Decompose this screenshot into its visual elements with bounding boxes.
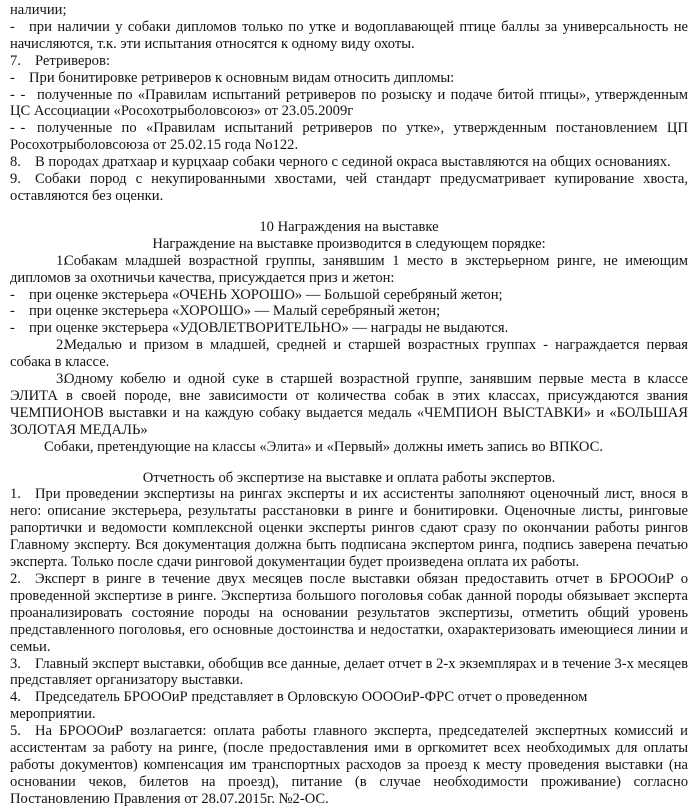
number-marker: 4. bbox=[10, 689, 21, 706]
dash-marker: - bbox=[10, 18, 15, 35]
awards-note: Собаки, претендующие на классы «Элита» и «Первый» должны иметь запись во ВПКОС. bbox=[44, 438, 603, 455]
intro-paragraph-7 bbox=[10, 171, 688, 205]
awards-section-heading: 10 Награждения на выставке bbox=[259, 218, 439, 235]
double-dash-marker: - - bbox=[10, 86, 26, 103]
number-marker: 5. bbox=[10, 723, 21, 740]
dash-marker: - bbox=[10, 286, 15, 303]
awards-item-3 bbox=[10, 371, 688, 439]
awards-section-subheading: Награждение на выставке производится в следующем порядке: bbox=[152, 235, 546, 252]
paragraph-text: при оценке экстерьера «ХОРОШО» — Малый серебряный жетон; bbox=[29, 303, 441, 320]
paragraph-text: Эксперт в ринге в течение двух месяцев после выставки обязан предоставить отчет в БРОООиР о проведенной экспертизе в ринге. Экспертиза большого поголовья собак данной породы обязывает эксперта проанализировать состояние породы на основании результатов экспертизы, отметить общий уровень представленного поголовья, его основные достоинства и недостатки, охарактеризовать имеющиеся линии и семьи. bbox=[10, 571, 688, 655]
reporting-section-heading: Отчетность об экспертизе на выставке и оплата работы экспертов. bbox=[142, 469, 556, 486]
paragraph-text: полученные по «Правилам испытаний ретриверов по утке», утвержденным постановлением ЦП Росохотрыболовсоюза от 25.02.15 года No122. bbox=[10, 120, 688, 154]
number-marker: 1. bbox=[56, 252, 67, 269]
awards-subitem-1 bbox=[10, 287, 688, 304]
paragraph-text: полученные по «Правилам испытаний ретриверов по розыску и подаче битой птицы», утвержденным ЦС Ассоциации «Росохотрыболовсоюз» от 23.05.2009г bbox=[10, 86, 688, 120]
intro-paragraph-2 bbox=[10, 53, 688, 70]
paragraph-text: наличии; bbox=[10, 2, 67, 18]
reporting-item-3 bbox=[10, 656, 688, 690]
number-marker: 7. bbox=[10, 52, 21, 69]
paragraph-text: при наличии у собаки дипломов только по утке и водоплавающей птице баллы за универсальность не начисляются, т.к. эти испытания относятся к одному виду охоты. bbox=[10, 18, 688, 52]
number-marker: 9. bbox=[10, 171, 21, 188]
paragraph-text: На БРОООиР возлагается: оплата работы главного эксперта, председателей экспертных комиссий и ассистентам за работу на ринге, (после предоставления ими в оргкомитет всех необходимых для оплаты работы документов) компенсация им транспортных расходов за проезд к месту проведения выставки (на основании чеков, билетов на проезд), питание (в случае необходимости проживание) согласно Постановлению Правления от 28.07.2015г. №2-ОС. bbox=[10, 723, 688, 807]
dash-marker: - bbox=[10, 320, 15, 337]
number-marker: 2. bbox=[56, 337, 67, 354]
number-marker: 8. bbox=[10, 154, 21, 171]
paragraph-text: при оценке экстерьера «ОЧЕНЬ ХОРОШО» — Большой серебряный жетон; bbox=[29, 286, 503, 303]
awards-subitem-2 bbox=[10, 303, 688, 320]
awards-subitem-3 bbox=[10, 320, 688, 337]
intro-paragraph-3 bbox=[10, 70, 688, 87]
intro-paragraph-5 bbox=[10, 120, 688, 154]
double-dash-marker: - - bbox=[10, 120, 26, 137]
number-marker: 2. bbox=[10, 571, 21, 587]
paragraph-text: Собаки пород с некупированными хвостами, чей стандарт предусматривает купирование хвоста, оставляются без оценки. bbox=[10, 171, 688, 204]
number-marker: 3. bbox=[56, 371, 67, 388]
paragraph-text: Собакам младшей возрастной группы, занявшим 1 место в экстерьерном ринге, не имеющим дипломов за охотничьи качества, присуждается приз и жетон: bbox=[10, 252, 688, 286]
reporting-item-1 bbox=[10, 486, 688, 571]
number-marker: 3. bbox=[10, 655, 21, 672]
intro-paragraph-0 bbox=[10, 2, 688, 19]
awards-item-2 bbox=[10, 337, 688, 371]
awards-item-1 bbox=[10, 253, 688, 287]
dash-marker: - bbox=[10, 69, 15, 86]
paragraph-text: При проведении экспертизы на рингах эксперты и их ассистенты заполняют оценочный лист, внося в него: описание экстерьера, результаты расстановки в ринге и бонитировки. Оценочные листы, ринговые рапортички и ведомости комплексной оценки эксперты рингов сдают сразу по окончании работы рингов Главному эксперту. Вся документация должна быть подписана экспертом ринга, подпись заверена печатью эксперта. Только после сдачи ринговой документации будет произведена оплата их работы. bbox=[10, 486, 688, 571]
paragraph-text: Медалью и призом в младшей, средней и старшей возрастных группах - награждается первая собака в классе. bbox=[10, 337, 688, 371]
paragraph-text: Главный эксперт выставки, обобщив все данные, делает отчет в 2-х экземплярах и в течение 3-х месяцев представляет организатору выставки. bbox=[10, 655, 688, 689]
paragraph-text: Ретриверов: bbox=[35, 52, 110, 69]
reporting-item-4 bbox=[10, 689, 688, 723]
paragraph-text: В породах дратхаар и курцхаар собаки черного с сединой окраса выставляются на общих основаниях. bbox=[35, 154, 671, 171]
paragraph-text: при оценке экстерьера «УДОВЛЕТВОРИТЕЛЬНО» — награды не выдаются. bbox=[29, 320, 509, 337]
intro-paragraph-6 bbox=[10, 154, 688, 171]
dash-marker: - bbox=[10, 303, 15, 320]
number-marker: 1. bbox=[10, 486, 21, 503]
reporting-item-5 bbox=[10, 723, 688, 808]
paragraph-text: При бонитировке ретриверов к основным видам относить дипломы: bbox=[29, 69, 455, 86]
paragraph-text: Председатель БРОООиР представляет в Орловскую ООООиР-ФРС отчет о проведенном bbox=[35, 689, 588, 706]
paragraph-text-continued: мероприятии. bbox=[10, 706, 96, 723]
intro-paragraph-1 bbox=[10, 19, 688, 53]
reporting-item-2 bbox=[10, 571, 688, 656]
intro-paragraph-4 bbox=[10, 87, 688, 121]
paragraph-text: Одному кобелю и одной суке в старшей возрастной группе, занявшим первые места в классе ЭЛИТА в своей породе, вне зависимости от количества собак в этих классах, присуждаются звания ЧЕМПИОНОВ выставки и на каждую собаку выдается медаль «ЧЕМПИОН ВЫСТАВКИ» и «БОЛЬШАЯ ЗОЛОТАЯ МЕДАЛЬ» bbox=[10, 371, 688, 438]
